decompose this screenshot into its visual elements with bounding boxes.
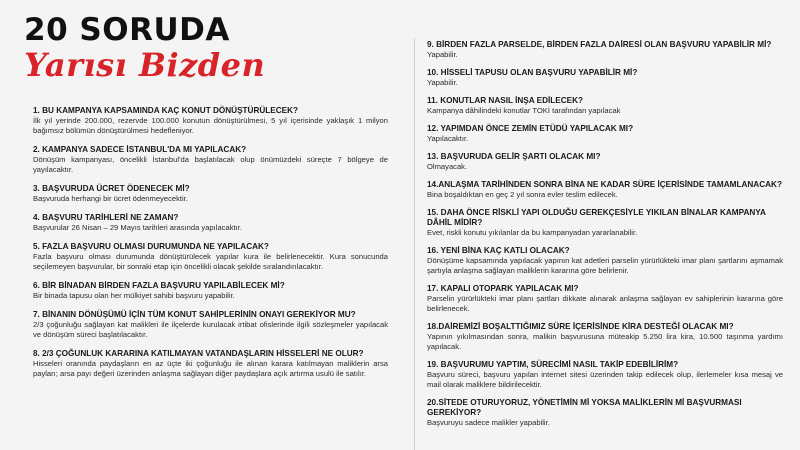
faq-item [427,124,783,144]
faq-item [427,284,783,314]
faq-item [427,68,783,88]
faq-question: 19. BAŞVURUMU YAPTIM, SÜRECİMİ NASIL TAKİP EDEBİLİRİM? [427,360,679,369]
faq-item [427,40,783,60]
faq-question: 5. FAZLA BAŞVURU OLMASI DURUMUNDA NE YAPILACAK? [33,242,269,251]
faq-question: 15. DAHA ÖNCE RİSKLİ YAPI OLDUĞU GEREKÇESİYLE YIKILAN BİNALAR KAMPANYA DÂHİL MİDİR? [427,208,766,227]
faq-item [33,310,388,340]
faq-question: 13. BAŞVURUDA GELİR ŞARTI OLACAK MI? [427,152,601,161]
page-title: 20 SORUDA [24,12,230,48]
faq-answer: Bir binada tapusu olan her mülkiyet sahibi başvuru yapabilir. [33,291,235,300]
faq-answer: Yapabilir. [427,78,458,87]
faq-answer: Başvuruyu sadece malikler yapabilir. [427,418,550,427]
faq-answer: Yapının yıkılmasından sonra, malikin başvurusuna müteakip 5.250 lira kira, 10.500 taşınma yardımı yapılacak. [427,332,783,351]
faq-answer: Olmayacak. [427,162,468,171]
faq-item [427,152,783,172]
faq-answer: Başvurular 26 Nisan – 29 Mayıs tarihleri arasında yapılacaktır. [33,223,242,232]
faq-item [33,106,388,136]
faq-answer: 2/3 çoğunluğu sağlayan kat malikleri ile ilçelerde kurulacak irtibat ofislerinde ilgili sözleşmeler yapılacak ve dönüşüm süreci başlatılacaktır. [33,320,388,339]
faq-column-left [33,106,388,450]
faq-question: 18.DAİREMİZİ BOŞALTTIĞIMIZ SÜRE İÇERİSİNDE KİRA DESTEĞİ OLACAK MI? [427,322,734,331]
faq-item [33,242,388,272]
faq-question: 16. YENİ BİNA KAÇ KATLI OLACAK? [427,246,570,255]
faq-question: 4. BAŞVURU TARİHLERİ NE ZAMAN? [33,213,179,222]
faq-answer: Parselin yürürlükteki imar planı şartları dikkate alınarak anlaşma sağlayan ev sahiplerinin kararına göre belirlenecek. [427,294,783,313]
faq-answer: Kampanya dâhilindeki konutlar TOKİ tarafından yapılacak [427,106,621,115]
faq-item [427,246,783,276]
faq-question: 3. BAŞVURUDA ÜCRET ÖDENECEK Mİ? [33,184,190,193]
faq-question: 8. 2/3 ÇOĞUNLUK KARARINA KATILMAYAN VATANDAŞLARIN HİSSELERİ NE OLUR? [33,349,364,358]
faq-item [427,96,783,116]
faq-question: 17. KAPALI OTOPARK YAPILACAK MI? [427,284,579,293]
faq-question: 14.ANLAŞMA TARİHİNDEN SONRA BİNA NE KADAR SÜRE İÇERİSİNDE TAMAMLANACAK? [427,180,782,189]
faq-answer: Fazla başvuru olması durumunda dönüştürülecek yapılar kura ile belirlenecektir. Kura sonucunda seçilemeyen başvurular, bir sonraki etap için öncelikli olacak şekilde sıralandırılacaktır. [33,252,388,271]
faq-answer: Yapılacaktır. [427,134,469,143]
faq-answer: İlk yıl yerinde 200.000, rezervde 100.000 konutun dönüştürülmesi, 5 yıl içerisinde yaklaşık 1 milyon bağımsız bölümün dönüştürülmesi hedefleniyor. [33,116,388,135]
faq-question: 7. BİNANIN DÖNÜŞÜMÜ İÇİN TÜM KONUT SAHİPLERİNİN ONAYI GEREKİYOR MU? [33,310,356,319]
page-header [24,14,304,94]
faq-question: 20.SİTEDE OTURUYORUZ, YÖNETİMİN Mİ YOKSA MALİKLERİN Mİ BAŞVURMASI GEREKİYOR? [427,398,742,417]
faq-item [33,349,388,379]
page-subtitle: Yarısı Bizden [24,46,266,84]
faq-item [427,398,783,428]
faq-item [427,180,783,200]
faq-item [427,208,783,238]
faq-answer: Dönüşüme kapsamında yapılacak yapının kat adetleri parselin yürürlükteki imar planı şartlarını aşmamak şartıyla anlaşma sağlayan maliklerin kararına göre belirlenir. [427,256,783,275]
faq-item [33,184,388,204]
faq-question: 10. HİSSELİ TAPUSU OLAN BAŞVURU YAPABİLİR Mİ? [427,68,638,77]
faq-item [33,281,388,301]
faq-answer: Yapabilir. [427,50,458,59]
faq-question: 1. BU KAMPANYA KAPSAMINDA KAÇ KONUT DÖNÜŞTÜRÜLECEK? [33,106,299,115]
faq-item [33,145,388,175]
faq-item [33,213,388,233]
faq-answer: Evet, riskli konutu yıkılanlar da bu kampanyadan yararlanabilir. [427,228,638,237]
faq-column-right [427,40,783,450]
faq-answer: Dönüşüm kampanyası, öncelikli İstanbul'da başlatılacak olup önümüzdeki süreçte 7 bölgeye de yayılacaktır. [33,155,388,174]
faq-question: 12. YAPIMDAN ÖNCE ZEMİN ETÜDÜ YAPILACAK MI? [427,124,634,133]
faq-question: 11. KONUTLAR NASIL İNŞA EDİLECEK? [427,96,584,105]
faq-item [427,360,783,390]
faq-answer: Bina boşaldıktan en geç 2 yıl sonra evler teslim edilecek. [427,190,618,199]
column-divider [414,38,415,450]
faq-question: 9. BİRDEN FAZLA PARSELDE, BİRDEN FAZLA DAİRESİ OLAN BAŞVURU YAPABİLİR Mİ? [427,40,772,49]
faq-question: 2. KAMPANYA SADECE İSTANBUL'DA MI YAPILACAK? [33,145,247,154]
faq-answer: Başvuru süreci, başvuru yapılan internet sitesi üzerinden takip edilecek olup, ilerlemeler kısa mesaj ve mail olarak maliklere bildirilecektir. [427,370,783,389]
faq-question: 6. BİR BİNADAN BİRDEN FAZLA BAŞVURU YAPILABİLECEK Mİ? [33,281,285,290]
faq-answer: Başvuruda herhangi bir ücret ödenmeyecektir. [33,194,188,203]
faq-item [427,322,783,352]
faq-answer: Hisseleri oranında paydaşların en az üçte iki çoğunluğu ile alınan karara katılmayan maliklerin arsa payları; arsa payı değeri üzerinden anlaşma sağlayan diğer paydaşlara açık artırma usulü ile satılır. [33,359,388,378]
